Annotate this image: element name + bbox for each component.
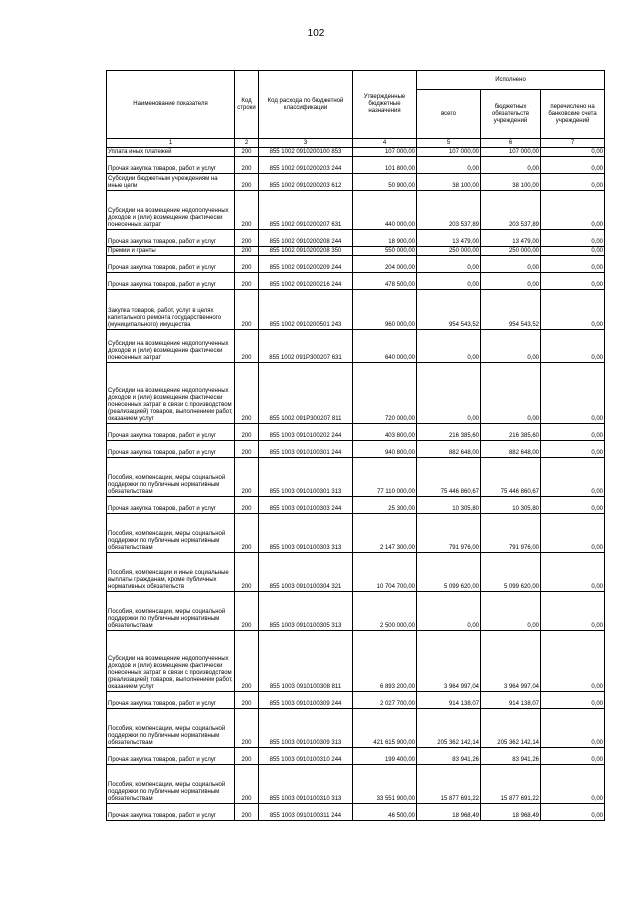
row-bank-accounts: 0,00 — [541, 709, 605, 748]
table-row — [107, 230, 605, 247]
row-bank-accounts: 0,00 — [541, 424, 605, 441]
row-bank-accounts: 0,00 — [541, 441, 605, 458]
row-approved: 33 551 900,00 — [353, 765, 417, 804]
row-total: 18 968,49 — [417, 804, 481, 821]
row-bank-accounts: 0,00 — [541, 514, 605, 553]
row-total: 914 138,07 — [417, 692, 481, 709]
row-approved: 101 800,00 — [353, 157, 417, 174]
row-line-code: 200 — [235, 290, 259, 330]
row-approved: 940 800,00 — [353, 441, 417, 458]
table-row — [107, 458, 605, 497]
table-row — [107, 692, 605, 709]
row-line-code: 200 — [235, 631, 259, 692]
row-budget-obligations: 18 968,49 — [481, 804, 541, 821]
row-bank-accounts: 0,00 — [541, 631, 605, 692]
row-budget-obligations: 203 537,89 — [481, 191, 541, 230]
row-total: 0,00 — [417, 330, 481, 363]
column-number: 1 — [107, 139, 235, 148]
row-total: 0,00 — [417, 273, 481, 290]
row-approved: 403 800,00 — [353, 424, 417, 441]
table-row — [107, 497, 605, 514]
table-row — [107, 290, 605, 330]
row-bank-accounts: 0,00 — [541, 230, 605, 247]
row-kbk: 855 1003 0910100301 244 — [259, 441, 353, 458]
row-total: 0,00 — [417, 157, 481, 174]
row-bank-accounts: 0,00 — [541, 553, 605, 592]
row-kbk: 855 1003 0910100301 313 — [259, 458, 353, 497]
row-total: 882 648,00 — [417, 441, 481, 458]
row-total: 15 877 691,22 — [417, 765, 481, 804]
table-row — [107, 330, 605, 363]
row-kbk: 855 1003 0910100305 313 — [259, 592, 353, 631]
row-bank-accounts: 0,00 — [541, 174, 605, 191]
row-name: Прочая закупка товаров, работ и услуг — [107, 692, 235, 709]
header-bank-accounts: перечислено на банковские счета учреждений — [541, 90, 605, 139]
row-approved: 6 893 200,00 — [353, 631, 417, 692]
column-number-row — [107, 139, 605, 148]
table-row — [107, 514, 605, 553]
header-total: всего — [417, 90, 481, 139]
row-name: Уплата иных платежей — [107, 148, 235, 157]
row-budget-obligations: 954 543,52 — [481, 290, 541, 330]
header-kbk: Код расхода по бюджетной классификации — [259, 71, 353, 139]
row-approved: 199 400,00 — [353, 748, 417, 765]
row-kbk: 855 1002 0910200100 853 — [259, 148, 353, 157]
header-approved: Утвержденные бюджетные назначения — [353, 71, 417, 139]
row-budget-obligations: 216 385,60 — [481, 424, 541, 441]
table-row — [107, 748, 605, 765]
row-budget-obligations: 0,00 — [481, 256, 541, 273]
row-approved: 25 300,00 — [353, 497, 417, 514]
row-budget-obligations: 0,00 — [481, 592, 541, 631]
row-budget-obligations: 10 305,80 — [481, 497, 541, 514]
row-name: Прочая закупка товаров, работ и услуг — [107, 256, 235, 273]
row-total: 83 941,26 — [417, 748, 481, 765]
row-budget-obligations: 914 138,07 — [481, 692, 541, 709]
row-total: 38 100,00 — [417, 174, 481, 191]
row-line-code: 200 — [235, 804, 259, 821]
row-bank-accounts: 0,00 — [541, 804, 605, 821]
row-name: Субсидии на возмещение недополученных доходов и (или) возмещение фактически понесенных затрат — [107, 330, 235, 363]
row-bank-accounts: 0,00 — [541, 191, 605, 230]
row-bank-accounts: 0,00 — [541, 363, 605, 424]
row-kbk: 855 1002 0910200207 631 — [259, 191, 353, 230]
header-executed: Исполнено — [417, 71, 605, 90]
row-name: Прочая закупка товаров, работ и услуг — [107, 230, 235, 247]
row-bank-accounts: 0,00 — [541, 748, 605, 765]
header-name: Наименование показателя — [107, 71, 235, 139]
row-line-code: 200 — [235, 273, 259, 290]
row-line-code: 200 — [235, 247, 259, 256]
row-approved: 204 000,00 — [353, 256, 417, 273]
row-bank-accounts: 0,00 — [541, 497, 605, 514]
row-budget-obligations: 0,00 — [481, 330, 541, 363]
row-line-code: 200 — [235, 692, 259, 709]
row-bank-accounts: 0,00 — [541, 273, 605, 290]
row-name: Пособия, компенсации, меры социальной поддержки по публичным нормативным обязательствам — [107, 458, 235, 497]
row-total: 3 964 997,04 — [417, 631, 481, 692]
row-name: Прочая закупка товаров, работ и услуг — [107, 441, 235, 458]
row-name: Пособия, компенсации, меры социальной поддержки по публичным нормативным обязательствам — [107, 592, 235, 631]
row-name: Субсидии на возмещение недополученных доходов и (или) возмещение фактически понесенных затрат — [107, 191, 235, 230]
row-name: Прочая закупка товаров, работ и услуг — [107, 497, 235, 514]
row-approved: 2 500 000,00 — [353, 592, 417, 631]
row-line-code: 200 — [235, 441, 259, 458]
row-name: Закупка товаров, работ, услуг в целях капитального ремонта государственного (муниципального) имущества — [107, 290, 235, 330]
row-bank-accounts: 0,00 — [541, 330, 605, 363]
row-approved: 478 500,00 — [353, 273, 417, 290]
row-kbk: 855 1003 0910100303 244 — [259, 497, 353, 514]
row-name: Пособия, компенсации, меры социальной поддержки по публичным нормативным обязательствам — [107, 765, 235, 804]
row-approved: 77 110 000,00 — [353, 458, 417, 497]
table-row — [107, 709, 605, 748]
header-row-top — [107, 71, 605, 90]
row-total: 0,00 — [417, 256, 481, 273]
row-approved: 10 704 700,00 — [353, 553, 417, 592]
row-budget-obligations: 38 100,00 — [481, 174, 541, 191]
row-bank-accounts: 0,00 — [541, 692, 605, 709]
row-bank-accounts: 0,00 — [541, 290, 605, 330]
row-name: Пособия, компенсации и иные социальные выплаты гражданам, кроме публичных нормативных обязательств — [107, 553, 235, 592]
row-budget-obligations: 75 446 860,67 — [481, 458, 541, 497]
row-line-code: 200 — [235, 424, 259, 441]
row-name: Пособия, компенсации, меры социальной поддержки по публичным нормативным обязательствам — [107, 709, 235, 748]
row-name: Субсидии на возмещение недополученных доходов и (или) возмещение фактически понесенных затрат в связи с производством (реализацией) товаров, выполнением работ, оказанием услуг — [107, 631, 235, 692]
row-kbk: 855 1003 0910100308 811 — [259, 631, 353, 692]
header-line-code: Код строки — [235, 71, 259, 139]
row-line-code: 200 — [235, 330, 259, 363]
row-bank-accounts: 0,00 — [541, 157, 605, 174]
table-row — [107, 363, 605, 424]
row-approved: 46 500,00 — [353, 804, 417, 821]
row-kbk: 855 1002 0910200216 244 — [259, 273, 353, 290]
row-line-code: 200 — [235, 458, 259, 497]
row-budget-obligations: 250 000,00 — [481, 247, 541, 256]
row-approved: 50 900,00 — [353, 174, 417, 191]
table-row — [107, 424, 605, 441]
row-line-code: 200 — [235, 191, 259, 230]
column-number: 4 — [353, 139, 417, 148]
header-budget-obligations: бюджетных обязательств учреждений — [481, 90, 541, 139]
row-total: 107 000,00 — [417, 148, 481, 157]
row-name: Субсидии бюджетным учреждениям на иные цели — [107, 174, 235, 191]
column-number: 2 — [235, 139, 259, 148]
row-total: 13 479,00 — [417, 230, 481, 247]
row-budget-obligations: 5 099 620,00 — [481, 553, 541, 592]
row-kbk: 855 1002 0910200501 243 — [259, 290, 353, 330]
table-row — [107, 191, 605, 230]
row-kbk: 855 1003 0910100303 313 — [259, 514, 353, 553]
row-budget-obligations: 15 877 691,22 — [481, 765, 541, 804]
row-line-code: 200 — [235, 174, 259, 191]
table-row — [107, 592, 605, 631]
row-kbk: 855 1002 091P300207 631 — [259, 330, 353, 363]
row-bank-accounts: 0,00 — [541, 458, 605, 497]
table-row — [107, 148, 605, 157]
row-kbk: 855 1003 0910100309 313 — [259, 709, 353, 748]
row-line-code: 200 — [235, 157, 259, 174]
row-total: 5 099 620,00 — [417, 553, 481, 592]
row-approved: 960 000,00 — [353, 290, 417, 330]
row-name: Прочая закупка товаров, работ и услуг — [107, 748, 235, 765]
row-total: 791 976,00 — [417, 514, 481, 553]
row-name: Прочая закупка товаров, работ и услуг — [107, 157, 235, 174]
row-kbk: 855 1003 0910100304 321 — [259, 553, 353, 592]
page-number: 102 — [307, 28, 325, 39]
column-number: 5 — [417, 139, 481, 148]
table-row — [107, 273, 605, 290]
row-name: Прочая закупка товаров, работ и услуг — [107, 273, 235, 290]
row-total: 0,00 — [417, 363, 481, 424]
row-budget-obligations: 0,00 — [481, 273, 541, 290]
row-approved: 2 027 700,00 — [353, 692, 417, 709]
row-line-code: 200 — [235, 256, 259, 273]
row-budget-obligations: 791 976,00 — [481, 514, 541, 553]
row-total: 250 000,00 — [417, 247, 481, 256]
row-kbk: 855 1003 0910100311 244 — [259, 804, 353, 821]
row-kbk: 855 1002 0910200203 244 — [259, 157, 353, 174]
row-name: Прочая закупка товаров, работ и услуг — [107, 424, 235, 441]
row-total: 203 537,89 — [417, 191, 481, 230]
row-line-code: 200 — [235, 709, 259, 748]
row-line-code: 200 — [235, 497, 259, 514]
row-approved: 18 900,00 — [353, 230, 417, 247]
column-number: 3 — [259, 139, 353, 148]
table-row — [107, 256, 605, 273]
table-row — [107, 553, 605, 592]
table-row — [107, 174, 605, 191]
execution-report-table — [106, 70, 605, 821]
row-total: 10 305,80 — [417, 497, 481, 514]
row-name: Субсидии на возмещение недополученных доходов и (или) возмещение фактически понесенных затрат в связи с производством (реализацией) товаров, выполнением работ, оказанием услуг — [107, 363, 235, 424]
row-budget-obligations: 3 964 997,04 — [481, 631, 541, 692]
row-budget-obligations: 0,00 — [481, 157, 541, 174]
table-row — [107, 804, 605, 821]
row-line-code: 200 — [235, 230, 259, 247]
row-budget-obligations: 107 000,00 — [481, 148, 541, 157]
row-bank-accounts: 0,00 — [541, 148, 605, 157]
row-kbk: 855 1002 0910200208 244 — [259, 230, 353, 247]
row-budget-obligations: 0,00 — [481, 363, 541, 424]
table-row — [107, 441, 605, 458]
row-kbk: 855 1003 0910100310 244 — [259, 748, 353, 765]
row-approved: 550 000,00 — [353, 247, 417, 256]
row-line-code: 200 — [235, 148, 259, 157]
table-row — [107, 157, 605, 174]
row-bank-accounts: 0,00 — [541, 256, 605, 273]
report-body — [107, 148, 605, 821]
row-total: 0,00 — [417, 592, 481, 631]
row-approved: 640 000,00 — [353, 330, 417, 363]
row-kbk: 855 1003 0910100309 244 — [259, 692, 353, 709]
row-kbk: 855 1003 0910100310 313 — [259, 765, 353, 804]
row-bank-accounts: 0,00 — [541, 765, 605, 804]
row-kbk: 855 1002 0910200209 244 — [259, 256, 353, 273]
table-row — [107, 631, 605, 692]
row-name: Пособия, компенсации, меры социальной поддержки по публичным нормативным обязательствам — [107, 514, 235, 553]
row-kbk: 855 1002 0910200203 612 — [259, 174, 353, 191]
column-number: 6 — [481, 139, 541, 148]
table-row — [107, 765, 605, 804]
row-total: 954 543,52 — [417, 290, 481, 330]
row-total: 216 385,60 — [417, 424, 481, 441]
row-approved: 440 000,00 — [353, 191, 417, 230]
row-budget-obligations: 83 941,26 — [481, 748, 541, 765]
row-total: 205 362 142,14 — [417, 709, 481, 748]
row-kbk: 855 1002 0910200208 350 — [259, 247, 353, 256]
row-total: 75 446 860,67 — [417, 458, 481, 497]
row-budget-obligations: 13 479,00 — [481, 230, 541, 247]
row-approved: 720 000,00 — [353, 363, 417, 424]
table-row — [107, 247, 605, 256]
row-line-code: 200 — [235, 553, 259, 592]
column-number: 7 — [541, 139, 605, 148]
row-name: Прочая закупка товаров, работ и услуг — [107, 804, 235, 821]
row-kbk: 855 1002 091P300207 811 — [259, 363, 353, 424]
row-line-code: 200 — [235, 363, 259, 424]
row-budget-obligations: 882 648,00 — [481, 441, 541, 458]
row-kbk: 855 1003 0910100202 244 — [259, 424, 353, 441]
row-name: Премии и гранты — [107, 247, 235, 256]
row-line-code: 200 — [235, 765, 259, 804]
row-line-code: 200 — [235, 514, 259, 553]
row-bank-accounts: 0,00 — [541, 247, 605, 256]
row-line-code: 200 — [235, 748, 259, 765]
row-approved: 2 147 300,00 — [353, 514, 417, 553]
row-approved: 107 000,00 — [353, 148, 417, 157]
row-bank-accounts: 0,00 — [541, 592, 605, 631]
row-line-code: 200 — [235, 592, 259, 631]
row-approved: 421 615 900,00 — [353, 709, 417, 748]
row-budget-obligations: 205 362 142,14 — [481, 709, 541, 748]
